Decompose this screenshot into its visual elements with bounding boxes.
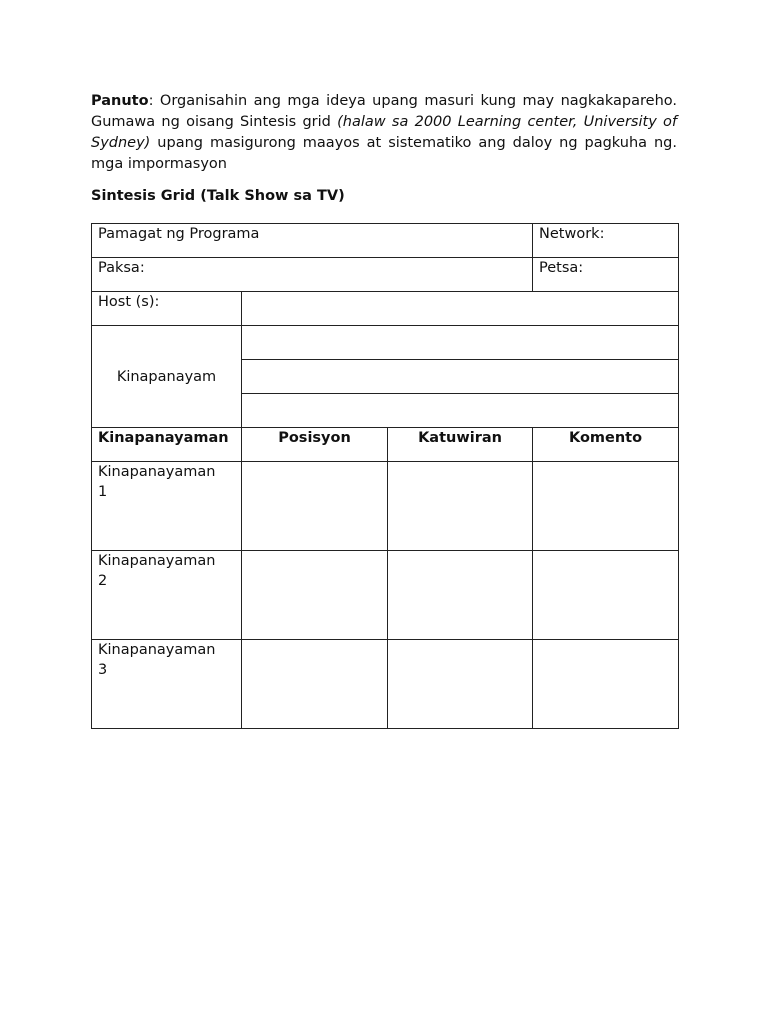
kinapanayam-value-cell-2[interactable]: [242, 360, 679, 394]
instructions-text-after: upang masigurong maayos at sistematiko ang daloy ng pagkuha ng. mga impormasyon: [91, 135, 677, 172]
network-label: Network:: [539, 226, 605, 242]
row-label-line1: Kinapanayaman: [98, 642, 216, 658]
paksa-label: Paksa:: [98, 260, 145, 276]
komento-cell[interactable]: [533, 462, 679, 551]
katuwiran-cell[interactable]: [388, 640, 533, 729]
row-label-line2: 2: [98, 573, 108, 589]
table-row: [92, 462, 679, 551]
table-header-row: [92, 428, 679, 462]
instructions-italic-source: (halaw sa 2000 Learning center, University of Sydney): [91, 114, 678, 151]
katuwiran-cell[interactable]: [388, 462, 533, 551]
row-label-line1: Kinapanayaman: [98, 553, 216, 569]
host-label-cell: [92, 292, 242, 326]
posisyon-cell[interactable]: [242, 462, 388, 551]
grid-title: Sintesis Grid (Talk Show sa TV): [91, 188, 345, 204]
host-value-cell[interactable]: [242, 292, 679, 326]
komento-cell[interactable]: [533, 640, 679, 729]
table-row-kinapanayam-1: [92, 326, 679, 360]
host-label: Host (s):: [98, 294, 160, 310]
document-page: [91, 91, 678, 678]
posisyon-cell[interactable]: [242, 640, 388, 729]
katuwiran-cell[interactable]: [388, 551, 533, 640]
header-komento: Komento: [533, 428, 679, 462]
table-row: [92, 551, 679, 640]
pamagat-cell[interactable]: [92, 224, 533, 258]
network-cell[interactable]: [533, 224, 679, 258]
instructions-colon: :: [148, 93, 154, 109]
posisyon-cell[interactable]: [242, 551, 388, 640]
petsa-label: Petsa:: [539, 260, 584, 276]
instructions-paragraph: [91, 91, 677, 175]
row-label-line2: 3: [98, 662, 108, 678]
paksa-cell[interactable]: [92, 258, 533, 292]
header-kinapanayaman: Kinapanayaman: [92, 428, 242, 462]
pamagat-label: Pamagat ng Programa: [98, 226, 260, 242]
kinapanayam-label: Kinapanayam: [116, 368, 217, 385]
kinapanayam-value-cell-3[interactable]: [242, 394, 679, 428]
kinapanayam-label-cell: [92, 326, 242, 428]
petsa-cell[interactable]: [533, 258, 679, 292]
komento-cell[interactable]: [533, 551, 679, 640]
table-row-pamagat: [92, 224, 679, 258]
table-row: [92, 640, 679, 729]
kinapanayam-value-cell-1[interactable]: [242, 326, 679, 360]
instructions-text-before: Organisahin ang mga ideya upang masuri kung may nagkakapareho. Gumawa ng oisang Sintesis grid: [91, 93, 677, 130]
table-row-paksa: [92, 258, 679, 292]
synthesis-grid-table: [91, 223, 679, 729]
row-label-cell: [92, 551, 242, 640]
instructions-label: Panuto: [91, 93, 149, 109]
row-label-line1: Kinapanayaman: [98, 464, 216, 480]
row-label-cell: [92, 640, 242, 729]
table-row-host: [92, 292, 679, 326]
header-posisyon: Posisyon: [242, 428, 388, 462]
header-katuwiran: Katuwiran: [388, 428, 533, 462]
row-label-line2: 1: [98, 484, 108, 500]
row-label-cell: [92, 462, 242, 551]
